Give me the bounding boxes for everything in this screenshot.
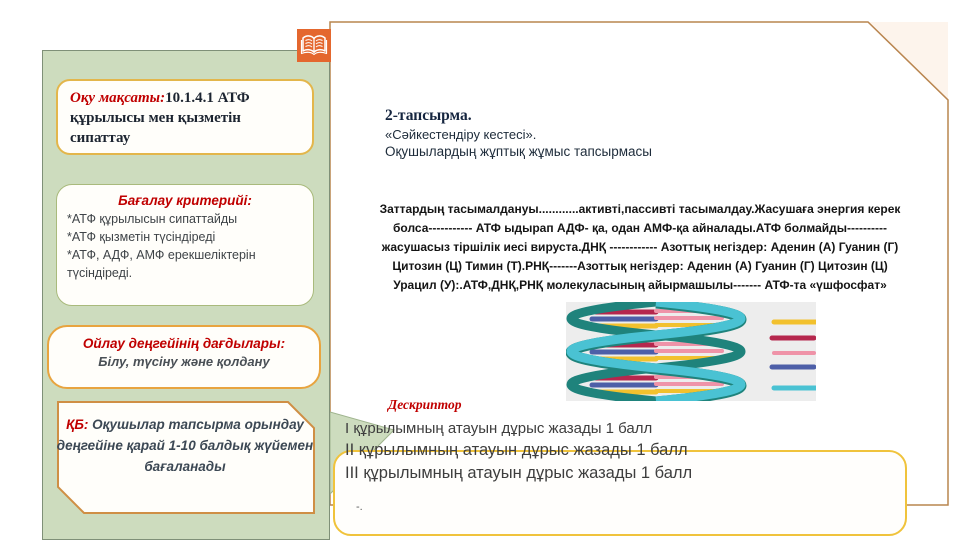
dna-helix-image (566, 302, 816, 401)
descriptor-item: II құрылымның атауын дұрыс жазады 1 балл (345, 441, 688, 459)
criteria-item: *АТФ құрылысын сипаттайды (67, 212, 238, 226)
kb-label: ҚБ: (66, 417, 89, 432)
criteria-item: *АТФ қызметін түсіндіреді (67, 230, 216, 244)
body-line: Заттардың тасымалдануы............активті,пассивті тасымалдау.Жасушаға энергия керек (379, 202, 901, 216)
task-subtitle: «Сәйкестендіру кестесі». (385, 127, 537, 142)
descriptor-item: I құрылымның атауын дұрыс жазады 1 балл (345, 420, 653, 437)
descriptor-item: III құрылымның атауын дұрыс жазады 1 балл (345, 464, 693, 482)
criteria-box[interactable] (56, 184, 314, 306)
thinking-levels-box[interactable] (47, 325, 321, 389)
objective-label: Оқу мақсаты: (70, 90, 166, 106)
task-type: Оқушылардың жұптық жұмыс тапсырмасы (385, 144, 653, 159)
criteria-title: Бағалау критерийі: (118, 193, 252, 208)
thinking-text: Білу, түсіну және қолдану (98, 354, 270, 369)
body-line: Урацил (У):.АТФ,ДНҚ,РНҚ молекуласының айырмашылы------- АТФ-та «үшфосфат» (393, 278, 887, 292)
body-line: болса----------- АТФ ыдырап АДФ- қа, одан АМФ-қа айналады.АТФ болмайды---------- (393, 221, 887, 235)
criteria-item: *АТФ, АДФ, АМФ ерекшеліктерін түсіндіреді. (67, 248, 256, 280)
thinking-title: Ойлау деңгейінің дағдылары: (82, 336, 286, 351)
open-book-icon (297, 29, 331, 62)
kb-text-content: Оқушылар тапсырма орындау деңгейіне қарай 1-10 балдық жүйемен бағаланады (56, 417, 314, 474)
sidebar-panel (42, 50, 330, 540)
task-title: 2-тапсырма. (385, 107, 472, 124)
descriptor-list (345, 418, 692, 485)
objective-text: 10.1.4.1 АТФ құрылысы мен қызметін сипаттау (70, 90, 250, 146)
objective-box[interactable] (56, 79, 314, 155)
footnote-text: -. (356, 501, 363, 513)
task-body-paragraph (340, 200, 940, 295)
body-line: Цитозин (Ц) Тимин (Т).РНҚ-------Азоттық негіздер: Аденин (А) Гуанин (Г) Цитозин (Ц) (392, 259, 888, 273)
body-line: жасушасыз тіршілік иесі вируста.ДНҚ ------------ Азоттық негіздер: Аденин (А) Гуанин (Г) (381, 240, 899, 254)
kb-box[interactable] (56, 414, 314, 477)
descriptor-label: Дескриптор (388, 397, 462, 412)
task-heading (385, 106, 805, 161)
